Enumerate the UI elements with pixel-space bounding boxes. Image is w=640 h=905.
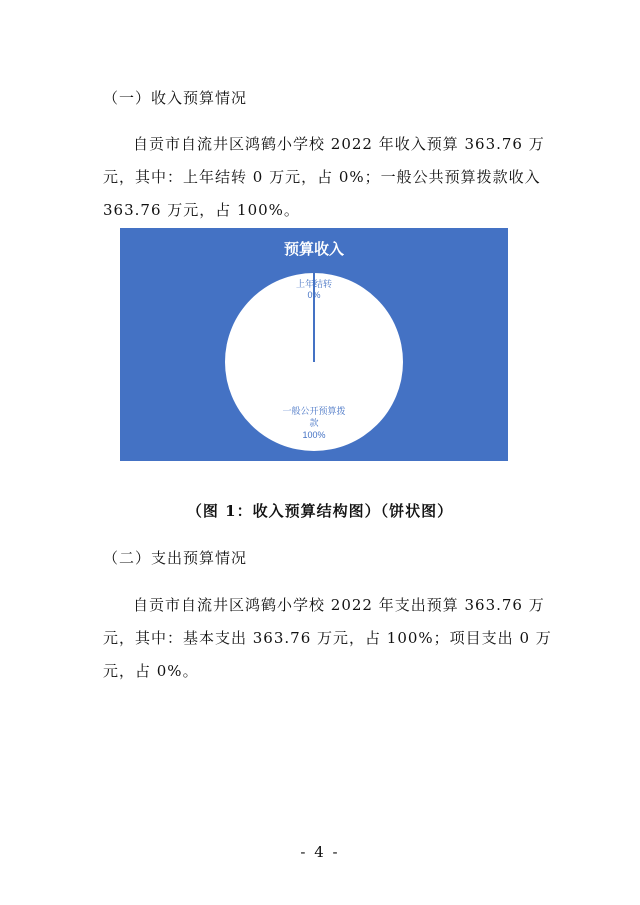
section-2-heading: （二）支出预算情况 <box>103 549 248 567</box>
paragraph-line: 元，其中：基本支出 363.76 万元，占 100%；项目支出 0 万 <box>103 629 552 647</box>
paragraph-line: 元，其中：上年结转 0 万元，占 0%；一般公共预算拨款收入 <box>103 168 541 186</box>
slice-label-line: 100% <box>302 430 326 440</box>
paragraph-line: 自贡市自流井区鸿鹤小学校 2022 年支出预算 363.76 万 <box>133 596 545 614</box>
chart-title: 预算收入 <box>283 241 345 258</box>
slice-label-line: 款 <box>309 418 319 428</box>
paragraph-line: 自贡市自流井区鸿鹤小学校 2022 年收入预算 363.76 万 <box>133 135 545 153</box>
pie-chart-svg <box>120 228 508 461</box>
section-1-paragraph <box>103 128 553 227</box>
slice-label-line: 上年结转 <box>295 279 333 289</box>
figure-caption: （图 1：收入预算结构图）（饼状图） <box>186 502 454 520</box>
income-pie-chart <box>120 228 508 461</box>
section-1-heading: （一）收入预算情况 <box>103 89 248 107</box>
slice-label-line: 0% <box>307 290 321 300</box>
page-number: - 4 - <box>300 843 340 861</box>
paragraph-line: 363.76 万元，占 100%。 <box>103 201 300 219</box>
slice-label-line: 一般公开预算拨 <box>282 406 346 416</box>
section-2-paragraph <box>103 589 553 688</box>
paragraph-line: 元，占 0%。 <box>103 662 199 680</box>
